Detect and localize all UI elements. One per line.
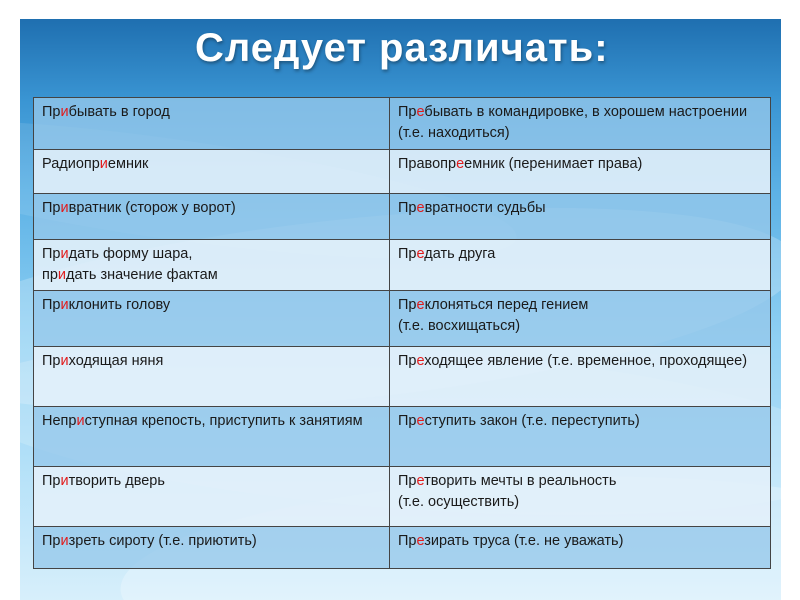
word-prefix: (т.е. осуществить) <box>398 494 520 510</box>
word-rest: емник (перенимает права) <box>464 156 643 172</box>
comparison-table <box>33 97 771 569</box>
highlighted-letter: е <box>416 353 425 369</box>
cell-line <box>398 351 764 372</box>
highlighted-letter: и <box>99 156 108 172</box>
cell-line <box>42 295 383 316</box>
cell-pre-word <box>390 291 771 347</box>
word-rest: бывать в город <box>68 104 170 120</box>
highlighted-letter: и <box>76 413 85 429</box>
word-prefix: Радиопр <box>42 156 100 172</box>
cell-line <box>398 531 764 552</box>
word-rest: творить мечты в реальность <box>424 473 617 489</box>
cell-line <box>398 295 764 316</box>
cell-line <box>42 198 383 219</box>
cell-pre-word <box>390 240 771 291</box>
cell-pri-word <box>34 291 390 347</box>
word-prefix: Пр <box>42 200 61 216</box>
highlighted-letter: и <box>60 533 69 549</box>
cell-line <box>42 154 383 175</box>
highlighted-letter: е <box>416 200 425 216</box>
cell-pre-word <box>390 407 771 467</box>
word-rest: дать друга <box>424 246 496 262</box>
cell-pre-word <box>390 467 771 527</box>
table-row <box>34 240 771 291</box>
word-rest: вратник (сторож у ворот) <box>68 200 236 216</box>
slide-title: Следует различать: <box>195 26 609 70</box>
highlighted-letter: е <box>416 297 425 313</box>
highlighted-letter: и <box>60 297 69 313</box>
highlighted-letter: е <box>416 246 425 262</box>
word-rest: дать форму шара, <box>68 246 193 262</box>
word-prefix: Пр <box>398 413 417 429</box>
cell-pri-word <box>34 407 390 467</box>
highlighted-letter: и <box>60 104 69 120</box>
word-prefix: Пр <box>398 473 417 489</box>
cell-line <box>42 531 383 552</box>
word-prefix: Пр <box>42 297 61 313</box>
word-rest: емник <box>107 156 149 172</box>
word-rest: клоняться перед гением <box>424 297 589 313</box>
cell-pri-word <box>34 240 390 291</box>
cell-pri-word <box>34 194 390 240</box>
cell-line <box>398 244 764 265</box>
word-prefix: Пр <box>398 533 417 549</box>
word-rest: зреть сироту (т.е. приютить) <box>68 533 257 549</box>
word-prefix: пр <box>42 267 58 283</box>
cell-pre-word <box>390 194 771 240</box>
word-prefix: Пр <box>398 297 417 313</box>
word-rest: ходящая няня <box>68 353 164 369</box>
highlighted-letter: и <box>60 200 69 216</box>
cell-pri-word <box>34 347 390 407</box>
table-row <box>34 467 771 527</box>
word-prefix: Пр <box>398 246 417 262</box>
cell-pri-word <box>34 527 390 569</box>
word-rest: ступная крепость, приступить к занятиям <box>84 413 363 429</box>
word-rest: клонить голову <box>68 297 171 313</box>
word-rest: бывать в командировке, в хорошем настроении (т.е. находиться) <box>398 104 748 141</box>
word-prefix: Пр <box>42 246 61 262</box>
cell-line <box>398 411 764 432</box>
table-row <box>34 150 771 194</box>
highlighted-letter: и <box>60 353 69 369</box>
cell-line <box>42 102 383 123</box>
word-rest: вратности судьбы <box>424 200 546 216</box>
word-rest: дать значение фактам <box>66 267 218 283</box>
cell-pri-word <box>34 98 390 150</box>
word-prefix: Пр <box>398 353 417 369</box>
table-row <box>34 194 771 240</box>
cell-line <box>398 316 764 337</box>
highlighted-letter: е <box>456 156 465 172</box>
table-row <box>34 527 771 569</box>
cell-line <box>398 471 764 492</box>
cell-pri-word <box>34 467 390 527</box>
cell-line <box>398 102 764 144</box>
word-rest: ступить закон (т.е. переступить) <box>424 413 640 429</box>
word-rest: зирать труса (т.е. не уважать) <box>424 533 624 549</box>
cell-line <box>398 492 764 513</box>
cell-line <box>42 244 383 265</box>
cell-pre-word <box>390 347 771 407</box>
cell-line <box>398 154 764 175</box>
cell-pri-word <box>34 150 390 194</box>
highlighted-letter: и <box>57 267 67 283</box>
word-prefix: Пр <box>42 473 61 489</box>
table-row <box>34 291 771 347</box>
highlighted-letter: и <box>60 473 69 489</box>
highlighted-letter: е <box>416 413 425 429</box>
word-prefix: Пр <box>42 533 61 549</box>
word-prefix: Пр <box>398 200 417 216</box>
word-rest: творить дверь <box>68 473 165 489</box>
table-row <box>34 407 771 467</box>
cell-line <box>42 471 383 492</box>
highlighted-letter: и <box>60 246 69 262</box>
cell-pre-word <box>390 527 771 569</box>
cell-line <box>42 265 383 286</box>
word-prefix: (т.е. восхищаться) <box>398 318 521 334</box>
table-row <box>34 347 771 407</box>
highlighted-letter: е <box>416 104 425 120</box>
word-prefix: Пр <box>398 104 417 120</box>
word-prefix: Непр <box>42 413 77 429</box>
highlighted-letter: е <box>416 473 425 489</box>
word-rest: ходящее явление (т.е. временное, проходящее) <box>424 353 748 369</box>
cell-line <box>42 351 383 372</box>
word-prefix: Пр <box>42 104 61 120</box>
cell-pre-word <box>390 98 771 150</box>
word-prefix: Пр <box>42 353 61 369</box>
word-prefix: Правопр <box>398 156 457 172</box>
cell-pre-word <box>390 150 771 194</box>
cell-line <box>42 411 383 432</box>
table-row <box>34 98 771 150</box>
cell-line <box>398 198 764 219</box>
highlighted-letter: е <box>416 533 425 549</box>
